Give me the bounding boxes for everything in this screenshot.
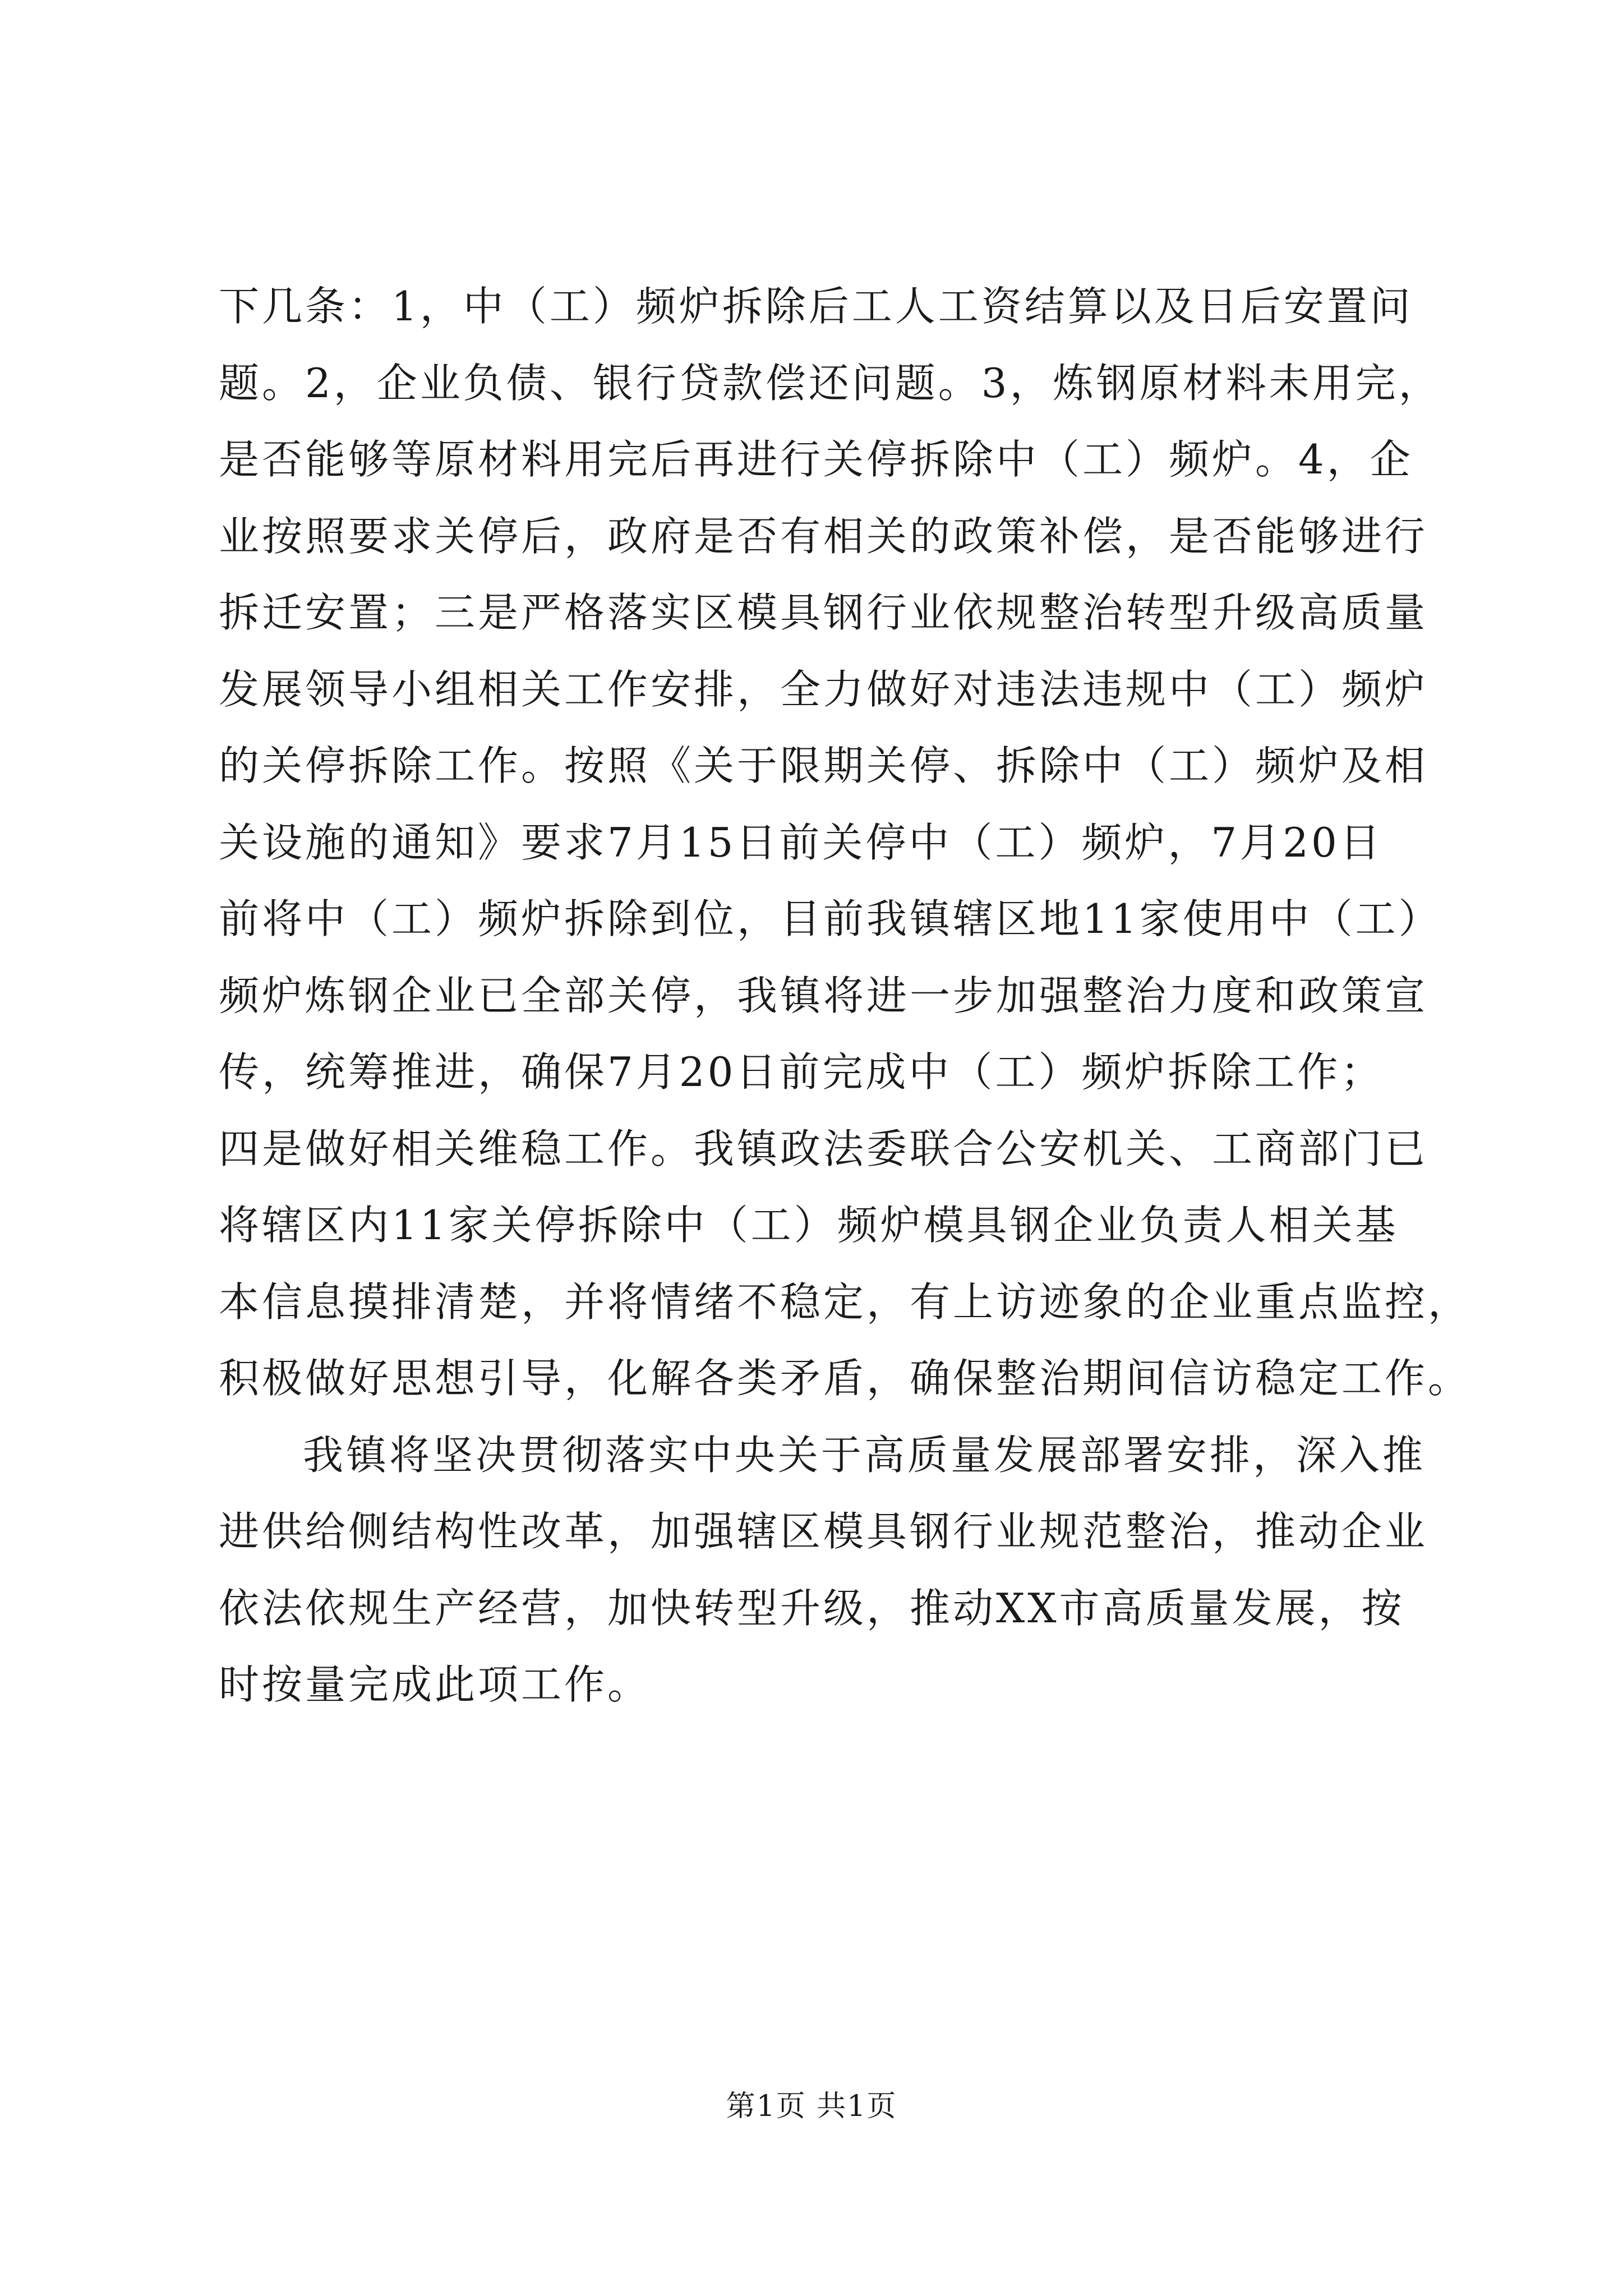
paragraph-2 bbox=[219, 1417, 1428, 1723]
text-line: 拆迁安置；三是严格落实区模具钢行业依规整治转型升级高质量 bbox=[219, 589, 1428, 636]
text-line: 将辖区内11家关停拆除中（工）频炉模具钢企业负责人相关基 bbox=[219, 1202, 1399, 1249]
text-line: 前将中（工）频炉拆除到位，目前我镇辖区地11家使用中（工） bbox=[219, 895, 1442, 942]
text-line: 关设施的通知》要求7月15日前关停中（工）频炉，7月20日 bbox=[219, 818, 1383, 866]
page-number-footer: 第1页 共1页 bbox=[726, 2090, 897, 2123]
text-line: 下几条：1，中（工）频炉拆除后工人工资结算以及日后安置问 bbox=[219, 283, 1413, 330]
text-line: 本信息摸排清楚，并将情绪不稳定，有上访迹象的企业重点监控， bbox=[219, 1278, 1472, 1326]
text-line: 是否能够等原材料用完后再进行关停拆除中（工）频炉。4，企 bbox=[219, 436, 1413, 483]
text-line: 四是做好相关维稳工作。我镇政法委联合公安机关、工商部门已 bbox=[219, 1125, 1428, 1172]
text-line: 我镇将坚决贯彻落实中央关于高质量发展部署安排，深入推 bbox=[303, 1431, 1426, 1479]
text-line: 进供给侧结构性改革，加强辖区模具钢行业规范整治，推动企业 bbox=[219, 1508, 1428, 1555]
text-line: 题。2，企业负债、银行贷款偿还问题。3，炼钢原材料未用完， bbox=[219, 359, 1442, 407]
text-line: 积极做好思想引导，化解各类矛盾，确保整治期间信访稳定工作。 bbox=[219, 1355, 1472, 1402]
document-body bbox=[219, 268, 1472, 1723]
text-line: 时按量完成此项工作。 bbox=[219, 1661, 651, 1708]
text-line: 发展领导小组相关工作安排，全力做好对违法违规中（工）频炉 bbox=[219, 665, 1428, 713]
paragraph-1 bbox=[219, 268, 1472, 1417]
text-line: 的关停拆除工作。按照《关于限期关停、拆除中（工）频炉及相 bbox=[219, 742, 1428, 789]
text-line: 频炉炼钢企业已全部关停，我镇将进一步加强整治力度和政策宣 bbox=[219, 972, 1428, 1019]
text-line: 业按照要求关停后，政府是否有相关的政策补偿，是否能够进行 bbox=[219, 512, 1428, 560]
text-line: 传，统筹推进，确保7月20日前完成中（工）频炉拆除工作； bbox=[219, 1048, 1384, 1096]
text-line: 依法依规生产经营，加快转型升级，推动XX市高质量发展，按 bbox=[219, 1584, 1405, 1632]
